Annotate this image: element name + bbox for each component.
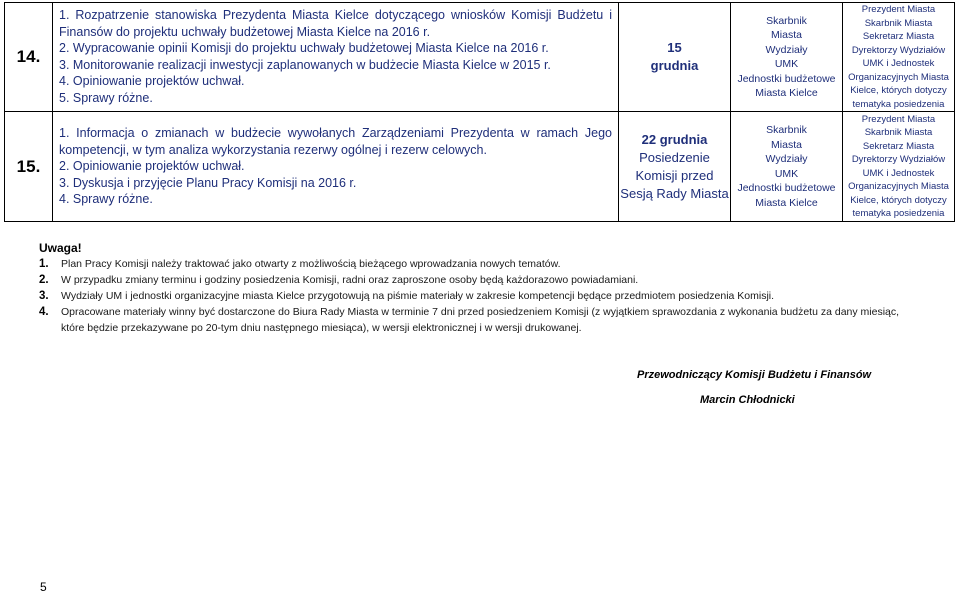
note-number: 2.: [39, 274, 49, 286]
notes-title: Uwaga!: [39, 241, 82, 255]
row-number: 15.: [5, 112, 53, 222]
date-cell: [619, 112, 731, 222]
note-text: Wydziały UM i jednostki organizacyjne miasta Kielce przygotowują na piśmie materiały w zakresie kompetencji będące przedmiotem posiedzenia Komisji.: [61, 290, 775, 302]
guest-line: Kielce, których dotyczy: [850, 85, 947, 96]
responsible-line: Miasta Kielce: [755, 87, 818, 99]
row-number: 14.: [5, 3, 53, 112]
note-number: 1.: [39, 258, 49, 270]
guest-line: Prezydent Miasta: [861, 113, 936, 125]
responsible-line: Miasta: [771, 138, 802, 151]
responsible-line: Skarbnik: [766, 14, 807, 27]
responsible-line: Miasta: [771, 29, 802, 41]
topic-item: 1. Rozpatrzenie stanowiska Prezydenta Miasta Kielce dotyczącego wniosków Komisji Budżetu i Finansów do projektu uchwały budżetowej Miasta Kielce na 2016 r.: [59, 8, 612, 39]
topic-item: 3. Monitorowanie realizacji inwestycji zaplanowanych w budżecie Miasta Kielce w 2015 r.: [59, 57, 551, 72]
date-month: grudnia: [650, 58, 699, 73]
responsible-line: Miasta Kielce: [755, 196, 818, 209]
table-row: [5, 3, 955, 112]
guest-line: Skarbnik Miasta: [864, 17, 933, 29]
note-text: W przypadku zmiany terminu i godziny posiedzenia Komisji, radni oraz zaproszone osoby będą każdorazowo powiadamiani.: [61, 274, 639, 286]
table-row: [5, 112, 955, 222]
responsible-line: Wydziały: [765, 153, 808, 165]
guest-line: Skarbnik Miasta: [864, 127, 933, 138]
date-cell: [619, 3, 731, 112]
responsible-line: Jednostki budżetowe: [737, 72, 836, 85]
guest-line: Organizacyjnych Miasta: [848, 181, 949, 192]
signature-title: Przewodniczący Komisji Budżetu i Finansów: [637, 369, 872, 381]
responsible-line: UMK: [774, 167, 799, 180]
note-text: Opracowane materiały winny być dostarczone do Biura Rady Miasta w terminie 7 dni przed posiedzeniem Komisji (z wyjątkiem sprawozdania z wykonania budżetu za dany miesiąc, które będzie przekazywane po 20-tym dniu następnego miesiąca), w wersji elektronicznej i w wersji drukowanej.: [61, 306, 900, 334]
guest-line: tematyka posiedzenia: [852, 98, 945, 110]
topic-item: 3. Dyskusja i przyjęcie Planu Pracy Komisji na 2016 r.: [59, 175, 357, 190]
plan-table: [4, 2, 955, 222]
topic-item: 4. Opiniowanie projektów uchwał.: [59, 74, 245, 88]
topic-list: [59, 7, 612, 106]
guest-line: Dyrektorzy Wydziałów: [851, 44, 946, 56]
guest-line: Prezydent Miasta: [861, 4, 936, 15]
guest-line: Dyrektorzy Wydziałów: [851, 154, 946, 165]
guests-cell: [843, 112, 955, 222]
note-item: [39, 272, 919, 288]
topic-item: 2. Wypracowanie opinii Komisji do projektu uchwały budżetowej Miasta Kielce na 2016 r.: [59, 41, 549, 55]
note-number: 4.: [39, 306, 49, 318]
responsible-line: Skarbnik: [766, 124, 807, 136]
topic-item: 4. Sprawy różne.: [59, 192, 153, 207]
guest-line: tematyka posiedzenia: [852, 208, 945, 219]
responsible-line: Wydziały: [765, 43, 808, 56]
responsible-cell: [731, 3, 843, 112]
guest-line: Organizacyjnych Miasta: [848, 71, 949, 83]
guest-line: UMK i Jednostek: [862, 58, 935, 69]
guest-line: Sekretarz Miasta: [862, 140, 935, 152]
topic-item: 2. Opiniowanie projektów uchwał.: [59, 159, 245, 174]
note-text: Plan Pracy Komisji należy traktować jako otwarty z możliwością bieżącego wprowadzania nowych tematów.: [61, 258, 561, 270]
date-day: 15: [667, 40, 682, 55]
topics-cell: [53, 112, 619, 222]
responsible-line: UMK: [774, 58, 799, 70]
note-number: 3.: [39, 290, 49, 302]
topic-item: 5. Sprawy różne.: [59, 90, 153, 105]
note-item: [39, 288, 919, 304]
topics-cell: [53, 3, 619, 112]
date-day: 22 grudnia: [641, 131, 708, 147]
note-item: [39, 256, 919, 272]
notes-section: [39, 240, 919, 336]
topic-item: 1. Informacja o zmianach w budżecie wywołanych Zarządzeniami Prezydenta w ramach Jego kompetencji, w tym analiza wykorzystania rezerwy ogólnej i rezerw celowych.: [59, 126, 612, 157]
date-note: Posiedzenie: [639, 149, 710, 165]
note-item: [39, 304, 919, 336]
responsible-cell: [731, 112, 843, 222]
date-note: Sesją Rady Miasta: [620, 185, 729, 201]
guest-line: Kielce, których dotyczy: [850, 194, 947, 206]
responsible-line: Jednostki budżetowe: [737, 182, 836, 194]
signature-name: Marcin Chłodnicki: [700, 394, 795, 406]
page-number: 5: [40, 580, 47, 594]
guests-cell: [843, 3, 955, 112]
date-note: Komisji przed: [635, 167, 714, 183]
topic-list: [59, 125, 612, 208]
guest-line: Sekretarz Miasta: [862, 31, 935, 42]
guest-line: UMK i Jednostek: [862, 167, 935, 179]
